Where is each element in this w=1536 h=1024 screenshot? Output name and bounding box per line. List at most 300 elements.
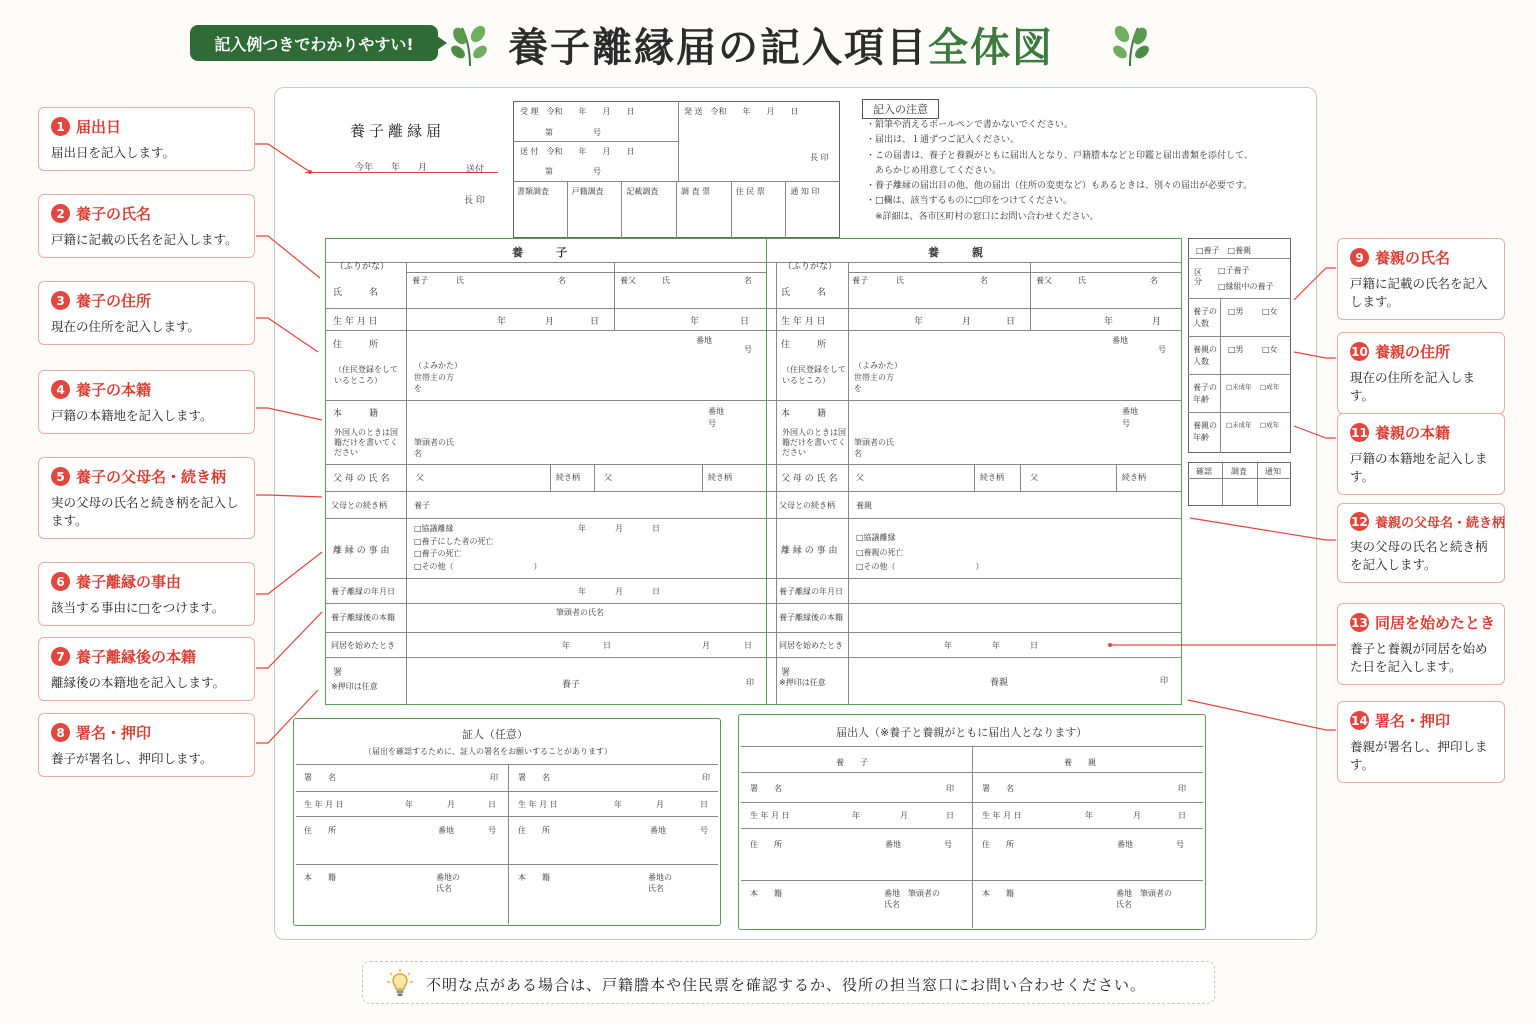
witness-birth: 生 年 月 日 <box>304 800 344 809</box>
given-label: 名 <box>980 276 988 285</box>
row-line <box>1188 374 1291 375</box>
day-label: 日 <box>700 800 708 809</box>
side-footer-cell: 通知 <box>1265 467 1281 476</box>
hittosha-label: 筆頭者の氏名 <box>854 438 894 458</box>
sent-label: 送付 <box>466 165 485 175</box>
label-name: 氏 名 <box>781 288 827 298</box>
relation-value: 養子 <box>414 501 430 510</box>
callout-number: 4 <box>51 380 70 399</box>
witness-honseki: 本 籍 <box>304 873 336 882</box>
month-label: 月 <box>615 524 623 533</box>
check-cell: 住 民 票 <box>732 181 787 238</box>
reason-option[interactable]: □その他（ ） <box>856 562 984 571</box>
go-label: 号 <box>1176 840 1184 849</box>
callout-title: 養親の父母名・続き柄 <box>1375 516 1506 531</box>
year-label: 年 <box>852 811 860 820</box>
check-cell: 書類調査 <box>513 181 568 238</box>
day-label: 日 <box>740 317 750 327</box>
applicant-honseki: 本 籍 <box>750 889 782 898</box>
callout-desc: 離縁後の本籍地を記入します。 <box>51 675 226 690</box>
callout-number: 10 <box>1350 342 1369 361</box>
reason-option[interactable]: □協議離縁 <box>856 533 896 542</box>
day-label: 日 <box>652 587 660 596</box>
applicant-sign: 署 名 <box>750 784 782 793</box>
label-honseki: 本 籍 <box>333 409 379 419</box>
year-label: 年 <box>944 641 952 650</box>
day-label: 日 <box>488 800 496 809</box>
year-label: 年 <box>690 317 700 327</box>
label-parents: 父 母 の 氏 名 <box>781 474 838 484</box>
banchi-label: 番地 <box>696 336 712 345</box>
applicant-birth: 生 年 月 日 <box>750 811 790 820</box>
side-male[interactable]: □男 <box>1228 307 1244 316</box>
label-foreign-note: 外国人のときは国籍だけを書いてください <box>334 428 398 457</box>
label-relation: 父母との続き柄 <box>331 501 387 510</box>
witness-birth: 生 年 月 日 <box>518 800 558 809</box>
banchi-label: 番地 <box>438 826 454 835</box>
given-label: 名 <box>1150 276 1158 285</box>
year-label: 年 <box>497 317 507 327</box>
year-label: 年 <box>914 317 924 327</box>
footer-note <box>362 961 1215 1004</box>
label-address: 住 所 <box>781 340 827 350</box>
applicant-sign: 署 名 <box>982 784 1014 793</box>
check-cell: 記載調査 <box>622 181 677 238</box>
reason-option[interactable]: □その他（ ） <box>414 561 542 571</box>
side-male[interactable]: □男 <box>1228 345 1244 354</box>
relation-value: 養親 <box>856 501 872 510</box>
label-address-note: （住民登録をしているところ） <box>334 365 398 385</box>
side-female[interactable]: □女 <box>1262 345 1278 354</box>
surname-label: 氏 <box>662 276 670 285</box>
cell-divider <box>974 464 975 491</box>
label-cohabit: 同居を始めたとき <box>331 641 395 650</box>
label-cohabit: 同居を始めたとき <box>779 641 843 650</box>
side-kubun: 区分 <box>1194 268 1202 286</box>
day-label: 日 <box>1030 641 1038 650</box>
go-label: 号 <box>708 419 716 428</box>
callout-number: 2 <box>51 204 70 223</box>
callout-13 <box>1337 603 1505 685</box>
cell-divider <box>1020 464 1021 491</box>
callout-9 <box>1337 238 1505 320</box>
witness-sign: 署 名 <box>304 773 336 782</box>
label-divider <box>848 262 849 705</box>
yofu-label: 養父 <box>1036 276 1052 285</box>
label-divider <box>776 262 777 705</box>
seal-label: 印 <box>946 784 954 793</box>
row-line <box>325 330 1182 331</box>
label-furigana: （ふりがな） <box>335 262 390 272</box>
callout-10 <box>1337 332 1505 414</box>
callout-title: 養子の住所 <box>76 292 152 310</box>
label-address-note: （住民登録をしているところ） <box>782 365 846 385</box>
callout-title: 養親の住所 <box>1375 343 1451 361</box>
go-label: 号 <box>1122 419 1130 428</box>
cell-divider <box>1030 262 1031 330</box>
label-foreign-note: 外国人のときは国籍だけを書いてください <box>782 428 846 457</box>
row-line <box>325 657 1182 658</box>
yomikata: （よみかた） <box>854 361 902 370</box>
label-seal-note: ※押印は任意 <box>779 678 826 687</box>
callout-number: 11 <box>1350 423 1369 442</box>
side-adult[interactable]: □成年 <box>1260 421 1280 429</box>
zokugara-label: 続き柄 <box>980 473 1004 482</box>
label-parents: 父 母 の 氏 名 <box>333 474 390 484</box>
row-line <box>325 400 1182 401</box>
label-reason: 離 縁 の 事 由 <box>781 546 838 556</box>
go-label: 号 <box>1158 345 1166 354</box>
callout-5 <box>38 457 255 539</box>
witness-address: 住 所 <box>518 826 550 835</box>
check-cells <box>513 181 840 238</box>
reason-list <box>856 531 984 575</box>
side-footer-cell: 調査 <box>1231 467 1247 476</box>
banchi-label: 番地 <box>1112 336 1128 345</box>
surname-label: 氏 <box>456 276 464 285</box>
leaf-icon <box>1108 22 1152 68</box>
given-label: 名 <box>744 276 752 285</box>
side-footer-cell: 確認 <box>1196 467 1212 476</box>
seal-label: 印 <box>490 773 498 782</box>
month-label: 月 <box>702 641 710 650</box>
banchi-label: 番地 <box>1122 407 1138 416</box>
applicant-address: 住 所 <box>982 840 1014 849</box>
callout-desc: 現在の住所を記入します。 <box>1350 370 1476 403</box>
sign-yoshin: 養親 <box>990 678 1009 688</box>
row-line <box>296 791 718 792</box>
callout-1 <box>38 107 255 171</box>
yomikata: （よみかた） <box>414 361 462 370</box>
note-item: ・□欄は、該当するものに□印をつけてください。 <box>866 196 1073 207</box>
side-minor[interactable]: □未成年 <box>1226 421 1252 429</box>
applicant-yoshin: 養 親 <box>1064 758 1096 767</box>
yofu-label: 養父 <box>620 276 636 285</box>
side-parents-count: 養親の人数 <box>1193 345 1217 366</box>
applicant-yoshi: 養 子 <box>836 758 868 767</box>
seal-label: 印 <box>746 678 754 687</box>
row-line <box>296 816 718 817</box>
father-label: 父 <box>604 473 612 482</box>
label-reason: 離 縁 の 事 由 <box>333 546 390 556</box>
surname-label: 氏 <box>1078 276 1086 285</box>
note-item: ・この届書は、養子と養親がともに届出人となり、戸籍謄本などと印鑑と届出書類を添付して、 <box>866 150 1253 161</box>
form-doc-title: 養子離縁届 <box>350 122 446 140</box>
sign-yoshi: 養子 <box>562 680 581 690</box>
reason-option[interactable]: □協議離縁 <box>414 524 454 533</box>
title-main: 養子離縁届の記入項目 <box>508 25 928 71</box>
callout-title: 同居を始めたとき <box>1375 614 1496 632</box>
notes-list <box>866 118 1253 225</box>
callout-number: 9 <box>1350 248 1369 267</box>
month-label: 月 <box>1133 811 1141 820</box>
cell-divider <box>550 464 551 491</box>
witness-honseki: 本 籍 <box>518 873 550 882</box>
callout-number: 8 <box>51 723 70 742</box>
note-item: ※詳細は、各市区町村の窓口にお問い合わせください。 <box>866 211 1099 222</box>
row-line <box>296 864 718 865</box>
receipt-line: 受 理 令和 年 月 日 <box>520 107 635 116</box>
column-divider <box>508 764 509 924</box>
label-signature: 署 <box>333 668 343 678</box>
day-label: 日 <box>1178 811 1186 820</box>
yoshi-header: 養 子 <box>512 246 567 259</box>
seal-label: 印 <box>702 773 710 782</box>
household-note: 世帯主の方を <box>414 373 454 393</box>
applicant-hittosha: 番地 筆頭者の氏名 <box>1116 889 1172 909</box>
banchi-label: 番地 <box>650 826 666 835</box>
witness-address: 住 所 <box>304 826 336 835</box>
callout-title: 養子の父母名・続き柄 <box>76 468 227 486</box>
label-divider <box>406 262 407 705</box>
seal-label: 印 <box>1178 784 1186 793</box>
year-label: 年 <box>578 524 586 533</box>
callout-11 <box>1337 413 1505 495</box>
hittosha-label: 筆頭者の氏名 <box>556 608 604 617</box>
row-line <box>325 308 1182 309</box>
year-label: 年 <box>992 641 1000 650</box>
callout-title: 届出日 <box>76 118 122 136</box>
side-children-count: 養子の人数 <box>1193 307 1217 328</box>
callout-desc: 戸籍に記載の氏名を記入します。 <box>51 232 238 247</box>
banchi-name: 番地の氏名 <box>648 873 672 893</box>
cell-divider <box>614 262 615 330</box>
label-divorce-date: 養子離縁の年月日 <box>331 587 395 596</box>
callout-number: 3 <box>51 291 70 310</box>
office-divider <box>513 141 678 142</box>
month-label: 月 <box>656 800 664 809</box>
label-after-honseki: 養子離縁後の本籍 <box>331 613 395 622</box>
check-cell: 戸籍調査 <box>568 181 623 238</box>
sent-date: 発 送 令和 年 月 日 <box>684 107 799 116</box>
label-name: 氏 名 <box>333 288 379 298</box>
label-after-honseki: 養子離縁後の本籍 <box>779 613 843 622</box>
applicant-birth: 生 年 月 日 <box>982 811 1022 820</box>
callout-title: 養子離縁後の本籍 <box>76 648 197 666</box>
seal-label: 印 <box>1160 676 1168 685</box>
applicant-hittosha: 番地 筆頭者の氏名 <box>884 889 940 909</box>
callout-2 <box>38 194 255 258</box>
father-label: 父 <box>1030 473 1038 482</box>
callout-desc: 戸籍の本籍地を記入します。 <box>1350 451 1488 484</box>
callout-title: 養子の氏名 <box>76 205 152 223</box>
go-label: 号 <box>944 840 952 849</box>
applicant-title: 届出人（※養子と養親がともに届出人となります） <box>836 726 1088 739</box>
column-divider <box>972 746 973 928</box>
callout-desc: 実の父母の氏名と続き柄を記入します。 <box>51 495 239 528</box>
receipt-no: 第 号 <box>545 128 601 137</box>
reason-option[interactable]: □養親の死亡 <box>856 547 904 557</box>
father-label: 父 <box>856 473 864 482</box>
zokugara-label: 続き柄 <box>556 473 580 482</box>
day-label: 日 <box>1006 317 1016 327</box>
callout-title: 養子の本籍 <box>76 381 152 399</box>
callout-title: 養親の本籍 <box>1375 424 1451 442</box>
surname-label: 氏 <box>896 276 904 285</box>
callout-number: 13 <box>1350 613 1369 632</box>
banchi-label: 番地 <box>708 407 724 416</box>
zokugara-label: 続き柄 <box>708 473 732 482</box>
side-female[interactable]: □女 <box>1262 307 1278 316</box>
callout-desc: 養子が署名し、押印します。 <box>51 751 213 766</box>
side-mid2[interactable]: □縁組中の養子 <box>1218 282 1274 291</box>
day-label: 日 <box>590 317 600 327</box>
side-minor[interactable]: □未成年 <box>1226 383 1252 391</box>
note-item: あらかじめ用意してください。 <box>866 165 1002 176</box>
yoshin-header: 養 親 <box>928 246 983 259</box>
callout-number: 1 <box>51 117 70 136</box>
title-accent: 全体図 <box>928 25 1054 71</box>
cell-divider <box>1222 462 1223 506</box>
month-label: 月 <box>1152 317 1162 327</box>
go-label: 号 <box>744 345 752 354</box>
leaf-icon <box>448 22 492 68</box>
cell-divider <box>1257 462 1258 506</box>
zokugara-label: 続き柄 <box>1122 473 1146 482</box>
applicant-honseki: 本 籍 <box>982 889 1014 898</box>
father-label: 父 <box>416 473 424 482</box>
cell-divider <box>1116 464 1117 491</box>
month-label: 月 <box>962 317 972 327</box>
side-mid1[interactable]: □子養子 <box>1218 266 1250 275</box>
month-label: 月 <box>447 800 455 809</box>
side-child-age: 養子の年齢 <box>1193 383 1217 404</box>
notes-title: 記入の注意 <box>862 99 939 119</box>
chief-seal-label: 長 印 <box>464 196 485 206</box>
callout-desc: 戸籍の本籍地を記入します。 <box>51 408 213 423</box>
lightbulb-icon <box>387 968 413 998</box>
label-address: 住 所 <box>333 340 379 350</box>
office-chief: 長 印 <box>810 153 829 162</box>
banchi-label: 番地 <box>885 840 901 849</box>
year-label: 年 <box>562 641 570 650</box>
check-cell: 調 査 票 <box>677 181 732 238</box>
row-line <box>1188 478 1291 479</box>
row-line <box>848 272 1182 273</box>
row-line <box>1188 298 1291 299</box>
callout-8 <box>38 713 255 777</box>
label-furigana: （ふりがな） <box>783 262 838 272</box>
side-top[interactable]: □養子 □養親 <box>1196 246 1252 255</box>
callout-number: 12 <box>1350 512 1369 531</box>
reason-option[interactable]: □養子にした者の死亡 <box>414 536 494 546</box>
office-divider <box>678 101 679 181</box>
callout-3 <box>38 281 255 345</box>
cell-divider <box>1220 298 1221 453</box>
cell-divider <box>702 464 703 491</box>
footer-text: 不明な点がある場合は、戸籍謄本や住民票を確認するか、役所の担当窓口にお問い合わせください。 <box>426 976 1147 994</box>
callout-14 <box>1337 701 1505 783</box>
callout-desc: 現在の住所を記入します。 <box>51 319 201 334</box>
yoshi-label: 養子 <box>852 276 868 285</box>
label-signature: 署 <box>781 668 791 678</box>
year-label: 年 <box>1104 317 1114 327</box>
row-line <box>325 491 1182 492</box>
note-item: ・届出は、１通ずつご記入ください。 <box>866 135 1020 146</box>
go-label: 号 <box>700 826 708 835</box>
label-birth: 生 年 月 日 <box>781 317 826 327</box>
month-label: 月 <box>545 317 555 327</box>
callout-number: 5 <box>51 467 70 486</box>
label-divorce-date: 養子離縁の年月日 <box>779 587 843 596</box>
row-line <box>325 518 1182 519</box>
page-title <box>508 16 1054 73</box>
side-parent-age: 養親の年齢 <box>1193 421 1217 442</box>
callout-number: 6 <box>51 572 70 591</box>
callout-desc: 養親が署名し、押印します。 <box>1350 739 1488 772</box>
hittosha-label: 筆頭者の氏名 <box>414 438 454 458</box>
day-label: 日 <box>744 641 752 650</box>
row-line <box>325 578 1182 579</box>
row-line <box>1188 412 1291 413</box>
callout-6 <box>38 562 255 626</box>
reason-option[interactable]: □養子の死亡 <box>414 549 462 559</box>
row-line <box>406 272 766 273</box>
year-label: 年 <box>1085 811 1093 820</box>
month-label: 月 <box>900 811 908 820</box>
year-label: 年 <box>578 587 586 596</box>
month-label: 月 <box>615 587 623 596</box>
sent-line: 送 付 令和 年 月 日 <box>520 147 635 156</box>
tagline-badge: 記入例つきでわかりやすい! <box>190 25 438 61</box>
callout-desc: 実の父母の氏名と続き柄を記入します。 <box>1350 539 1488 572</box>
banchi-label: 番地 <box>1117 840 1133 849</box>
note-item: ・鉛筆や消えるボールペンで書かないでください。 <box>866 120 1073 130</box>
callout-title: 署名・押印 <box>76 724 152 742</box>
day-label: 日 <box>946 811 954 820</box>
day-label: 日 <box>652 524 660 533</box>
side-adult[interactable]: □成年 <box>1260 383 1280 391</box>
applicant-address: 住 所 <box>750 840 782 849</box>
household-note: 世帯主の方を <box>854 373 894 393</box>
row-line <box>325 464 1182 465</box>
callout-desc: 該当する事由に□をつけます。 <box>51 600 225 615</box>
callout-desc: 戸籍に記載の氏名を記入します。 <box>1350 276 1488 309</box>
reason-list <box>414 523 542 573</box>
cell-divider <box>594 464 595 491</box>
sent-no: 第 号 <box>545 167 601 176</box>
callout-number: 7 <box>51 647 70 666</box>
note-item: ・養子離縁の届出目の他、他の届出（住所の変更など）もあるときは、別々の届出が必要です。 <box>866 181 1253 192</box>
callout-4 <box>38 370 255 434</box>
witness-sign: 署 名 <box>518 773 550 782</box>
go-label: 号 <box>488 826 496 835</box>
banchi-name: 番地の氏名 <box>436 873 460 893</box>
row-line <box>1188 258 1291 259</box>
callout-12 <box>1337 503 1505 583</box>
yoshi-surname-label: 養子 <box>412 276 428 285</box>
callout-7 <box>38 637 255 701</box>
callout-title: 署名・押印 <box>1375 712 1451 730</box>
label-relation: 父母との続き柄 <box>779 501 835 510</box>
year-label: 年 <box>614 800 622 809</box>
callout-desc: 届出日を記入します。 <box>51 145 176 160</box>
callout-title: 養親の氏名 <box>1375 249 1451 267</box>
check-cell: 通 知 印 <box>790 187 820 196</box>
callout-desc: 養子と養親が同居を始めた日を記入します。 <box>1350 641 1488 674</box>
given-label: 名 <box>558 276 566 285</box>
label-honseki: 本 籍 <box>781 409 827 419</box>
row-line <box>325 632 1182 633</box>
year-label: 年 <box>405 800 413 809</box>
row-line <box>325 262 1182 263</box>
row-line <box>325 603 1182 604</box>
row-line <box>296 764 718 765</box>
callout-title: 養子離縁の事由 <box>76 573 182 591</box>
witness-title: 証人（任意） <box>462 728 528 741</box>
row-line <box>1188 336 1291 337</box>
label-seal-note: ※押印は任意 <box>331 682 378 691</box>
